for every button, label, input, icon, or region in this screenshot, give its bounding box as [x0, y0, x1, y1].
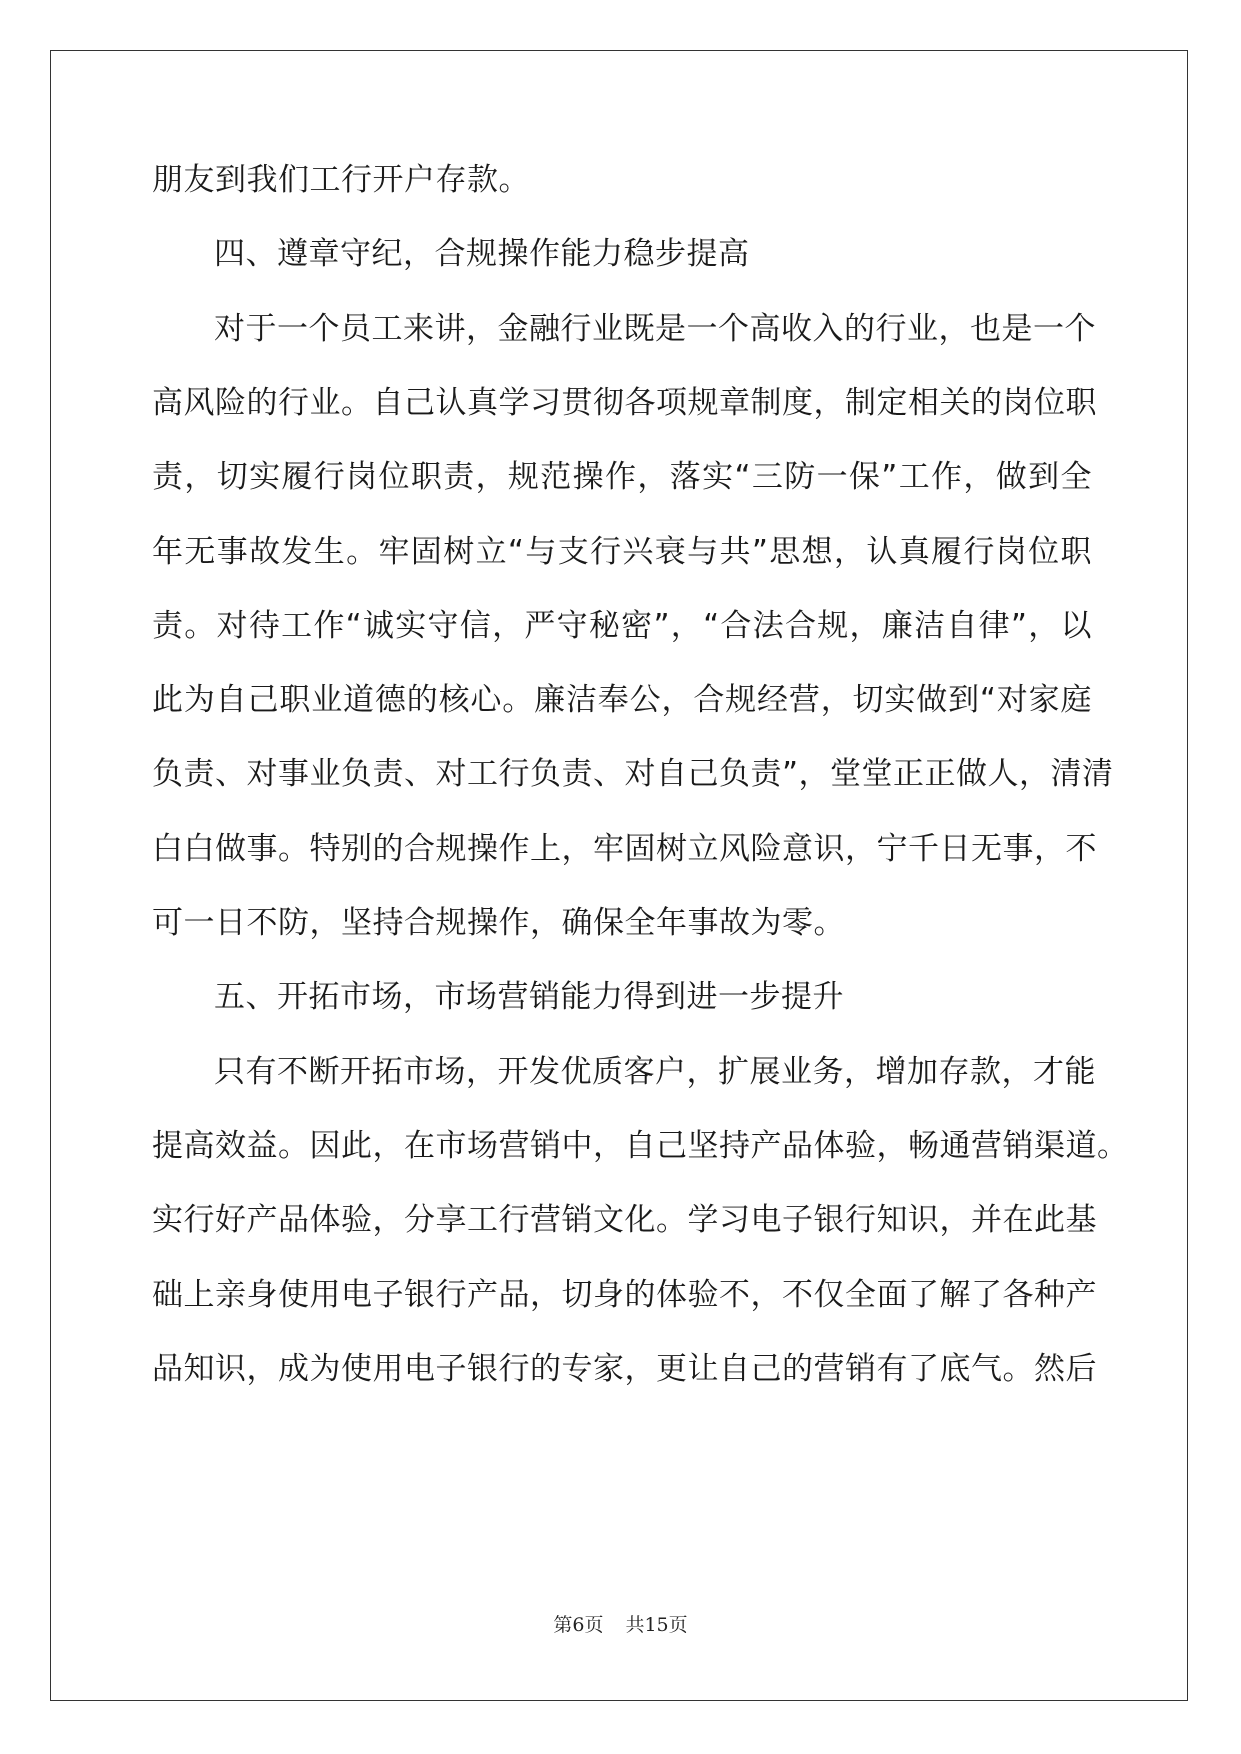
text-line: 高风险的行业。自己认真学习贯彻各项规章制度，制定相关的岗位职	[152, 384, 1097, 421]
text-line: 五、开拓市场，市场营销能力得到进一步提升	[214, 979, 844, 1016]
text-line: 朋友到我们工行开户存款。	[152, 162, 530, 198]
page-footer	[0, 1610, 1241, 1637]
text-line: 负责、对事业负责、对工行负责、对自己负责”，堂堂正正做人，清清	[152, 756, 1114, 793]
text-line: 年无事故发生。牢固树立“与支行兴衰与共”思想，认真履行岗位职	[152, 533, 1092, 570]
text-line: 础上亲身使用电子银行产品，切身的体验不，不仅全面了解了各种产	[152, 1276, 1097, 1313]
text-line: 此为自己职业道德的核心。廉洁奉公，合规经营，切实做到“对家庭	[152, 682, 1092, 719]
text-line: 四、遵章守纪，合规操作能力稳步提高	[214, 236, 750, 273]
page-number: 第6页	[553, 1614, 604, 1636]
text-line: 只有不断开拓市场，开发优质客户，扩展业务，增加存款，才能	[214, 1053, 1096, 1090]
text-line: 白白做事。特别的合规操作上，牢固树立风险意识，宁千日无事，不	[152, 830, 1097, 867]
text-line: 责，切实履行岗位职责，规范操作，落实“三防一保”工作，做到全	[152, 459, 1092, 496]
text-line: 品知识，成为使用电子银行的专家，更让自己的营销有了底气。然后	[152, 1350, 1097, 1387]
text-line: 责。对待工作“诚实守信，严守秘密”，“合法合规，廉洁自律”，以	[152, 607, 1092, 644]
text-line: 可一日不防，坚持合规操作，确保全年事故为零。	[152, 905, 845, 941]
text-line: 对于一个员工来讲，金融行业既是一个高收入的行业，也是一个	[214, 310, 1096, 347]
page-frame	[50, 50, 1188, 1701]
page-total: 共15页	[625, 1614, 688, 1636]
text-line: 实行好产品体验，分享工行营销文化。学习电子银行知识，并在此基	[152, 1202, 1097, 1239]
text-line: 提高效益。因此，在市场营销中，自己坚持产品体验，畅通营销渠道。	[152, 1127, 1129, 1164]
